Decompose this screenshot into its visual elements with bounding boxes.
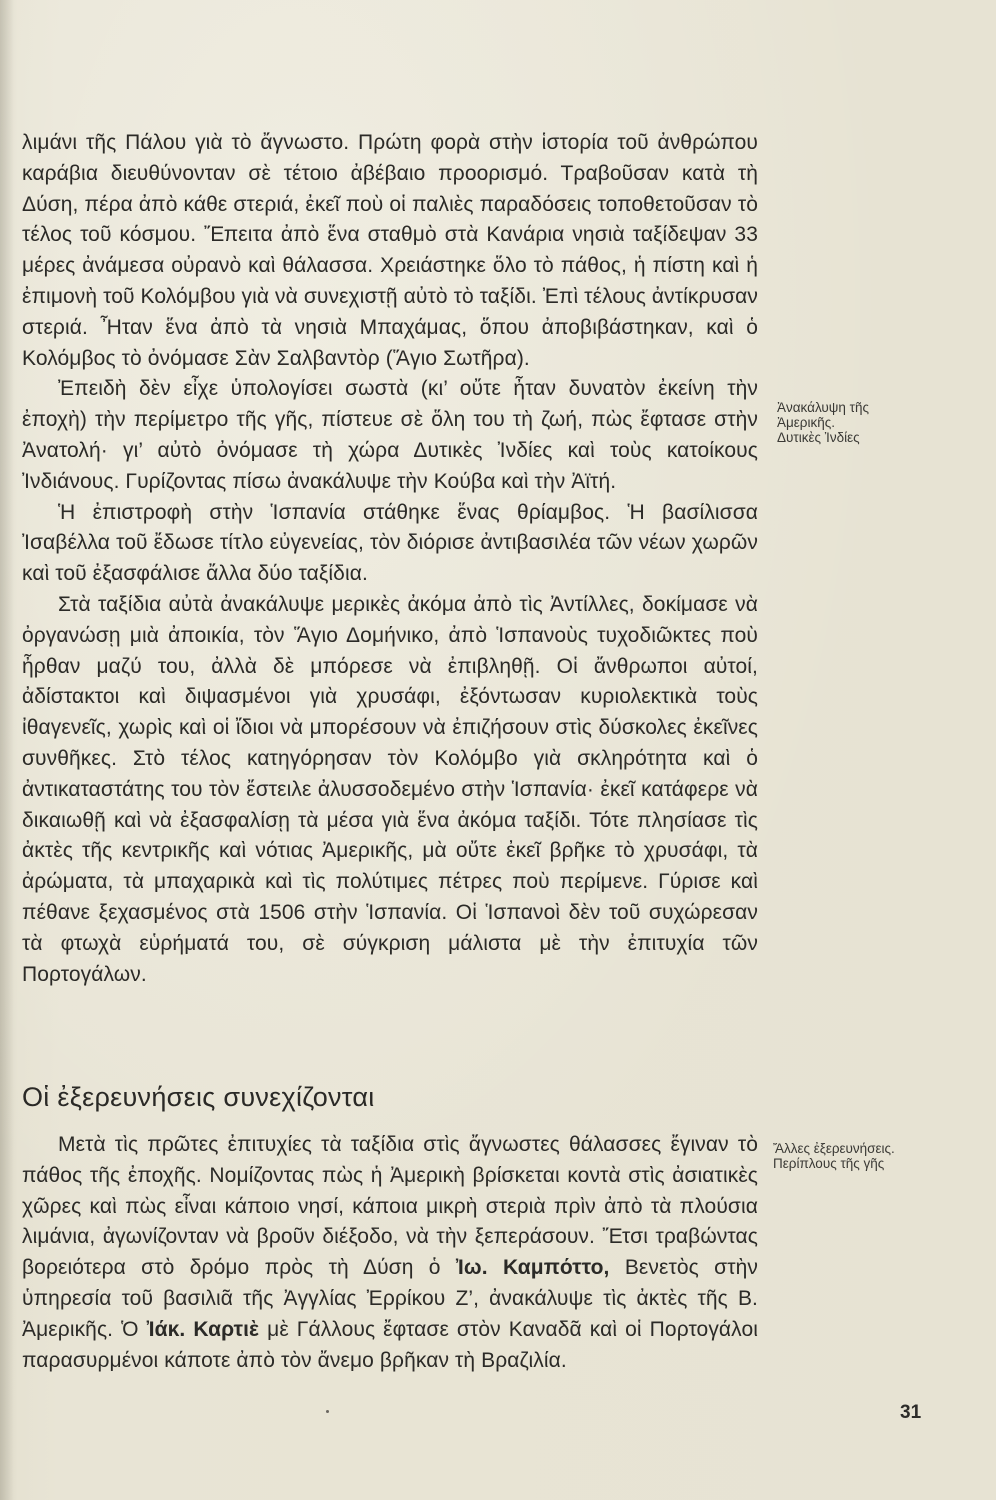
scan-edge-shadow	[0, 0, 14, 1500]
paragraph-4: Στὰ ταξίδια αὐτὰ ἀνακάλυψε μερικὲς ἀκόμα ἀπὸ τὶς Ἀντίλλες, δοκίμασε νὰ ὀργανώσῃ μιὰ ἀποικία, τὸν Ἅγιο Δομήνικο, ἀπὸ Ἱσπανοὺς τυχοδιῶκτες ποὺ ἦρθαν μαζύ του, ἀλλὰ δὲ μπόρεσε νὰ ἐπιβληθῇ. Οἱ ἄνθρωποι αὐτοί, ἀδίστακτοι καὶ διψασμένοι γιὰ χρυσάφι, ἐξόντωσαν κυριολεκτικὰ τοὺς ἰθαγενεῖς, χωρὶς καὶ οἱ ἴδιοι νὰ μπορέσουν νὰ ἐπιζήσουν στὶς δύσκολες ἐκεῖνες συνθῆκες. Στὸ τέλος κατηγόρησαν τὸν Κολόμβο γιὰ σκληρότητα καὶ ὁ ἀντικαταστάτης του τὸν ἔστειλε ἀλυσσοδεμένο στὴν Ἱσπανία· ἐκεῖ κατάφερε νὰ δικαιωθῇ καὶ νὰ ἐξασφαλίσῃ τὰ μέσα γιὰ ἕνα ἀκόμα ταξίδι. Τότε πλησίασε τὶς ἀκτὲς τῆς κεντρικῆς καὶ νότιας Ἀμερικῆς, μὰ οὔτε ἐκεῖ βρῆκε τὸ χρυσάφι, τὰ ἀρώματα, τὰ μπαχαρικὰ καὶ τὶς πολύτιμες πέτρες ποὺ περίμενε. Γύρισε καὶ πέθανε ξεχασμένος στὰ 1506 στὴν Ἱσπανία. Οἱ Ἱσπανοὶ δὲν τοῦ συχώρεσαν τὰ φτωχὰ εὑρήματά του, σὲ σύγκριση μάλιστα μὲ τὴν ἐπιτυχία τῶν Πορτογάλων.	[22, 592, 758, 986]
section-text-part-1: Μετὰ τὶς πρῶτες ἐπιτυχίες τὰ ταξίδια στὶς ἄγνωστες θάλασσες ἔγιναν τὸ πάθος τῆς ἐποχῆς. Νομίζοντας πὼς ἡ Ἀμερικὴ βρίσκεται κοντὰ στὶς ἀσιατικὲς χῶρες καὶ πὼς εἶναι κάποιο νησί, κάποια μικρὴ στεριὰ πρὶν ἀπὸ τὰ πλούσια λιμάνια, ἀγωνίζονταν νὰ βροῦν διέξοδο, νὰ τὴν ξεπεράσουν. Ἔτσι τραβώντας βορειότερα στὸ δρόμο πρὸς τὴ Δύση ὁ	[22, 1133, 758, 1280]
margin-note-line: Δυτικὲς Ἰνδίες	[777, 430, 860, 445]
section-text-block	[22, 1130, 758, 1376]
paragraph-1: λιμάνι τῆς Πάλου γιὰ τὸ ἄγνωστο. Πρώτη φορὰ στὴν ἱστορία τοῦ ἀνθρώπου καράβια διευθύνονταν σὲ τέτοιο ἀβέβαιο προορισμό. Τραβοῦσαν κατὰ τὴ Δύση, πέρα ἀπὸ κάθε στεριά, ἐκεῖ ποὺ οἱ παλιὲς παραδόσεις τοποθετοῦσαν τὸ τέλος τοῦ κόσμου. Ἔπειτα ἀπὸ ἕνα σταθμὸ στὰ Κανάρια νησιὰ ταξίδεψαν 33 μέρες ἀνάμεσα οὐρανὸ καὶ θάλασσα. Χρειάστηκε ὅλο τὸ πάθος, ἡ πίστη καὶ ἡ ἐπιμονὴ τοῦ Κολόμβου γιὰ νὰ συνεχιστῇ αὐτὸ τὸ ταξίδι. Ἐπὶ τέλους ἀντίκρυσαν στεριά. Ἦταν ἕνα ἀπὸ τὰ νησιὰ Μπαχάμας, ὅπου ἀποβιβάστηκαν, καὶ ὁ Κολόμβος τὸ ὀνόμασε Σὰν Σαλβαντὸρ (Ἅγιο Σωτῆρα).	[22, 131, 758, 370]
margin-note-other-explorations	[773, 1141, 943, 1171]
paragraph-2: Ἐπειδὴ δὲν εἶχε ὑπολογίσει σωστὰ (κι’ οὔτε ἦταν δυνατὸν ἐκείνη τὴν ἐποχὴ) τὴν περίμετρο τῆς γῆς, πίστευε σὲ ὅλη του τὴ ζωή, πὼς ἔφτασε στὴν Ἀνατολή· γι’ αὐτὸ ὀνόμασε τὴ χώρα Δυτικὲς Ἰνδίες καὶ τοὺς κατοίκους Ἰνδιάνους. Γυρίζοντας πίσω ἀνακάλυψε τὴν Κούβα καὶ τὴν Ἀϊτή.	[22, 377, 758, 493]
margin-note-discovery-america	[777, 400, 947, 445]
margin-note-line: Ἀμερικῆς.	[777, 415, 835, 430]
section-text-part-3: μὲ Γάλλους ἔφτασε στὸν Καναδᾶ καὶ οἱ Πορτογάλοι παρασυρμένοι κάποτε ἀπὸ τὸν ἄνεμο βρῆκαν τὴ Βραζιλία.	[22, 1317, 758, 1372]
section-text-part-2: Βενετὸς στὴν ὑπηρεσία τοῦ βασιλιᾶ τῆς Ἀγγλίας Ἐρρίκου Ζ’, ἀνακάλυψε τὶς ἀκτὲς τῆς Β. Ἀμερικῆς. Ὁ	[22, 1256, 759, 1341]
main-text-block	[22, 128, 758, 990]
margin-note-line: Ἀνακάλυψη τῆς	[777, 400, 869, 415]
print-speck	[326, 1410, 329, 1413]
explorer-name-caboto: Ἰω. Καμπόττο,	[455, 1256, 610, 1280]
section-paragraph	[22, 1130, 758, 1376]
paragraph-3: Ἡ ἐπιστροφὴ στὴν Ἱσπανία στάθηκε ἕνας θρίαμβος. Ἡ βασίλισσα Ἰσαβέλλα τοῦ ἔδωσε τίτλο εὐγενείας, τὸν διόρισε ἀντιβασιλέα τῶν νέων χωρῶν καὶ τοῦ ἐξασφάλισε ἄλλα δύο ταξίδια.	[22, 500, 758, 586]
explorer-name-cartier: Ἰάκ. Καρτιὲ	[146, 1317, 260, 1341]
page-number: 31	[900, 1402, 922, 1423]
margin-note-line: Ἄλλες ἐξερευνήσεις.	[773, 1141, 895, 1156]
section-heading: Οἱ ἐξερευνήσεις συνεχίζονται	[22, 1082, 375, 1112]
margin-note-line: Περίπλους τῆς γῆς	[773, 1156, 885, 1171]
